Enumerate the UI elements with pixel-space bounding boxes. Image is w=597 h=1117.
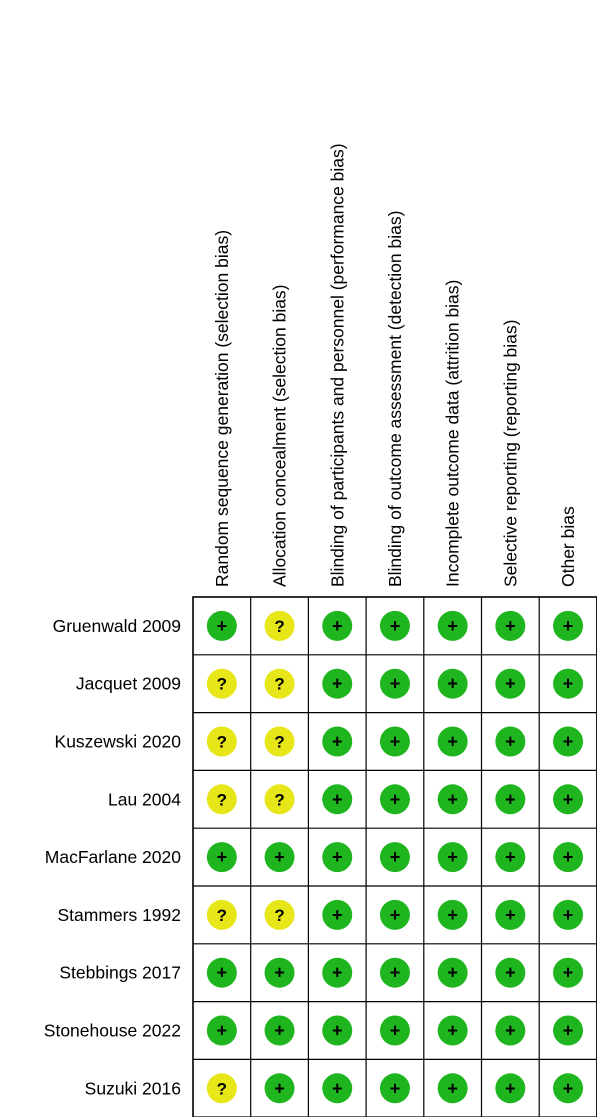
rating-glyph: +	[331, 731, 343, 752]
low-risk-icon	[207, 842, 237, 872]
low-risk-icon	[322, 611, 352, 641]
study-label: Lau 2004	[108, 789, 181, 810]
rating-glyph: +	[505, 847, 516, 868]
study-label: Stonehouse 2022	[43, 1020, 181, 1041]
low-risk-icon	[495, 900, 525, 930]
rating-glyph: +	[447, 962, 458, 983]
low-risk-icon	[380, 900, 410, 930]
low-risk-icon	[553, 727, 583, 757]
study-label: Gruenwald 2009	[52, 615, 181, 636]
rating-glyph: +	[331, 673, 343, 694]
low-risk-icon	[553, 958, 583, 988]
study-labels	[44, 616, 181, 1098]
low-risk-icon	[438, 1016, 468, 1046]
low-risk-icon	[438, 669, 468, 699]
rating-glyph: +	[447, 731, 458, 752]
study-label: Stammers 1992	[57, 904, 181, 925]
unclear-risk-icon	[265, 784, 295, 814]
low-risk-icon	[553, 784, 583, 814]
unclear-risk-icon	[265, 611, 295, 641]
rating-glyph: ?	[274, 674, 285, 694]
rating-glyph: +	[447, 673, 458, 694]
rating-glyph: +	[389, 673, 401, 694]
low-risk-icon	[322, 784, 352, 814]
column-header: Blinding of participants and personnel (performance bias)	[327, 143, 348, 587]
rating-glyph: +	[562, 847, 574, 868]
rating-glyph: +	[505, 962, 516, 983]
rating-glyph: ?	[216, 732, 228, 752]
column-header: Incomplete outcome data (attrition bias)	[442, 279, 463, 587]
low-risk-icon	[553, 1073, 583, 1103]
rating-glyph: +	[389, 847, 401, 868]
low-risk-icon	[553, 669, 583, 699]
column-header: Random sequence generation (selection bias)	[211, 229, 232, 587]
rating-glyph: +	[562, 904, 574, 925]
rating-glyph: +	[216, 962, 228, 983]
rating-glyph: +	[389, 962, 401, 983]
low-risk-icon	[380, 727, 410, 757]
low-risk-icon	[495, 784, 525, 814]
low-risk-icon	[553, 611, 583, 641]
rating-glyph: +	[389, 789, 401, 810]
unclear-risk-icon	[207, 727, 237, 757]
low-risk-icon	[495, 842, 525, 872]
low-risk-icon	[322, 900, 352, 930]
low-risk-icon	[553, 842, 583, 872]
column-header: Allocation concealment (selection bias)	[269, 284, 290, 587]
rating-glyph: +	[505, 1078, 516, 1099]
column-header: Blinding of outcome assessment (detection bias)	[384, 210, 405, 587]
rating-glyph: ?	[216, 674, 228, 694]
rating-glyph: +	[389, 1020, 401, 1041]
low-risk-icon	[265, 1073, 295, 1103]
study-label: Stebbings 2017	[59, 962, 181, 983]
low-risk-icon	[322, 842, 352, 872]
column-headers	[212, 143, 578, 587]
low-risk-icon	[207, 1016, 237, 1046]
low-risk-icon	[380, 611, 410, 641]
low-risk-icon	[322, 1016, 352, 1046]
rating-glyph: +	[331, 1020, 343, 1041]
rating-glyph: +	[331, 615, 343, 636]
unclear-risk-icon	[207, 669, 237, 699]
rating-glyph: +	[389, 1078, 401, 1099]
rating-glyph: +	[216, 847, 228, 868]
low-risk-icon	[265, 958, 295, 988]
low-risk-icon	[380, 842, 410, 872]
rating-glyph: ?	[216, 790, 228, 810]
rating-glyph: +	[505, 1020, 516, 1041]
low-risk-icon	[380, 1073, 410, 1103]
low-risk-icon	[438, 1073, 468, 1103]
unclear-risk-icon	[265, 727, 295, 757]
rating-glyph: ?	[216, 1079, 228, 1099]
rating-glyph: ?	[274, 905, 285, 925]
rating-glyph: +	[505, 731, 516, 752]
low-risk-icon	[207, 611, 237, 641]
low-risk-icon	[380, 958, 410, 988]
rating-glyph: +	[274, 1020, 285, 1041]
rating-glyph: +	[389, 904, 401, 925]
rating-glyph: +	[505, 789, 516, 810]
rating-glyph: +	[562, 789, 574, 810]
rating-glyph: +	[389, 731, 401, 752]
rating-glyph: ?	[274, 790, 285, 810]
low-risk-icon	[322, 669, 352, 699]
low-risk-icon	[438, 727, 468, 757]
low-risk-icon	[495, 958, 525, 988]
rating-glyph: +	[216, 615, 228, 636]
rating-glyph: +	[331, 904, 343, 925]
rating-glyph: +	[562, 1020, 574, 1041]
unclear-risk-icon	[265, 669, 295, 699]
rating-glyph: +	[562, 731, 574, 752]
low-risk-icon	[438, 842, 468, 872]
rating-glyph: +	[505, 615, 516, 636]
study-label: MacFarlane 2020	[44, 847, 181, 868]
low-risk-icon	[207, 958, 237, 988]
low-risk-icon	[380, 784, 410, 814]
study-label: Jacquet 2009	[75, 673, 181, 694]
rating-glyph: +	[562, 673, 574, 694]
rating-glyph: +	[562, 1078, 574, 1099]
low-risk-icon	[495, 1073, 525, 1103]
rating-glyph: +	[274, 847, 285, 868]
low-risk-icon	[495, 669, 525, 699]
rating-glyph: +	[562, 962, 574, 983]
rating-glyph: +	[331, 847, 343, 868]
rating-glyph: ?	[274, 616, 285, 636]
rating-glyph: +	[331, 962, 343, 983]
rating-glyph: +	[562, 615, 574, 636]
rating-glyph: +	[216, 1020, 228, 1041]
unclear-risk-icon	[207, 1073, 237, 1103]
low-risk-icon	[553, 900, 583, 930]
rating-glyph: +	[505, 904, 516, 925]
low-risk-icon	[265, 1016, 295, 1046]
low-risk-icon	[322, 958, 352, 988]
unclear-risk-icon	[207, 900, 237, 930]
low-risk-icon	[495, 727, 525, 757]
low-risk-icon	[438, 784, 468, 814]
rating-glyph: +	[274, 962, 285, 983]
column-header: Selective reporting (reporting bias)	[500, 319, 521, 587]
rating-grid	[193, 597, 597, 1117]
rating-glyph: +	[331, 789, 343, 810]
low-risk-icon	[438, 900, 468, 930]
study-label: Kuszewski 2020	[54, 731, 181, 752]
rating-glyph: +	[505, 673, 516, 694]
rating-glyph: +	[447, 615, 458, 636]
rating-glyph: +	[447, 1078, 458, 1099]
rating-glyph: +	[447, 789, 458, 810]
column-header: Other bias	[558, 506, 579, 587]
rating-glyph: +	[447, 1020, 458, 1041]
low-risk-icon	[495, 611, 525, 641]
low-risk-icon	[265, 842, 295, 872]
low-risk-icon	[495, 1016, 525, 1046]
rating-glyph: ?	[274, 732, 285, 752]
rating-glyph: +	[447, 847, 458, 868]
low-risk-icon	[380, 1016, 410, 1046]
study-label: Suzuki 2016	[84, 1078, 181, 1099]
low-risk-icon	[380, 669, 410, 699]
unclear-risk-icon	[265, 900, 295, 930]
low-risk-icon	[322, 727, 352, 757]
unclear-risk-icon	[207, 784, 237, 814]
rating-glyph: +	[389, 615, 401, 636]
rating-glyph: +	[274, 1078, 285, 1099]
rating-glyph: +	[331, 1078, 343, 1099]
rating-glyph: +	[447, 904, 458, 925]
low-risk-icon	[438, 958, 468, 988]
low-risk-icon	[553, 1016, 583, 1046]
low-risk-icon	[438, 611, 468, 641]
low-risk-icon	[322, 1073, 352, 1103]
rating-glyph: ?	[216, 905, 228, 925]
